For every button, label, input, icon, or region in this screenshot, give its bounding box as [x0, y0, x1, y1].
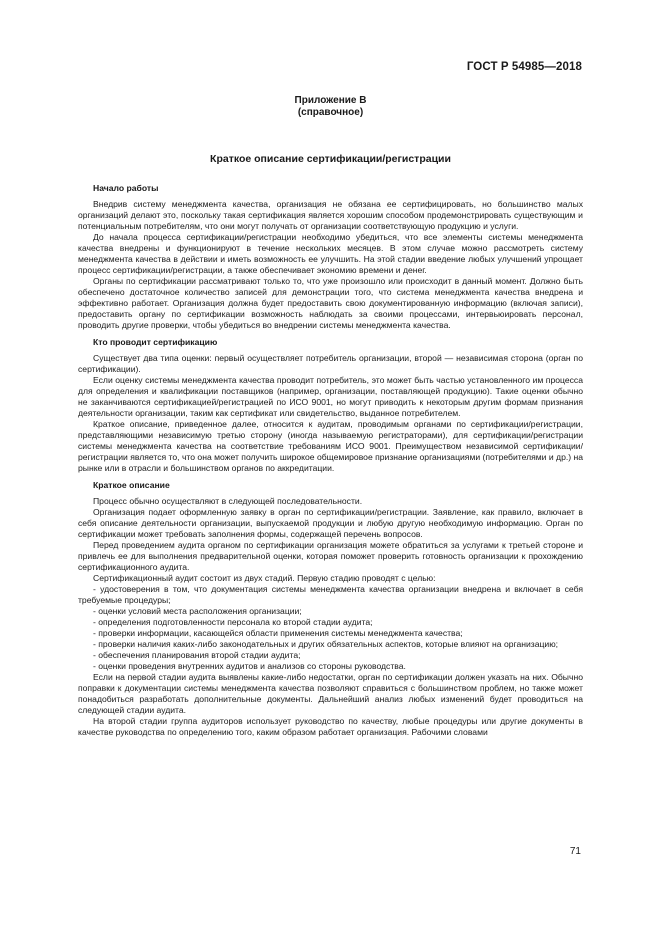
paragraph: Если оценку системы менеджмента качества проводит потребитель, это может быть частью установленного им процесса для определения и квалификации поставщиков (например, организации, поставляющей продукцию). Такие оценки обычно не заканчиваются сертификацией/регистрацией по ИСО 9001, но могут приводить к некоторым другим формам признания деятельности организации, таким как сертификат или свидетельство, выданное потребителем.: [78, 375, 583, 418]
paragraph: Органы по сертификации рассматривают только то, что уже произошло или происходит в данный момент. Должно быть обеспечено достаточное количество записей для демонстрации того, что система менеджмента качества внедрена и эффективно работает. Организация должна будет предоставить свою документированную информацию (включая записи), предоставить органу по сертификации возможность наблюдать за своими процессами, интервьюировать персонал, проводить другие проверки, чтобы убедиться во внедрении системы менеджмента качества.: [78, 276, 583, 330]
paragraph: Краткое описание, приведенное далее, относится к аудитам, проводимым органами по сертификации/регистрации, представляющими независимую третью сторону (иногда называемую регистраторами), для сертификации/регистрации системы менеджмента качества на соответствие требованиям ИСО 9001. Преимуществом независимой сертификации/регистрации является то, что она может получить широкое общемировое признание организациями (потребителями и др.) на рынке или в отрасли и большинством органов по аккредитации.: [78, 419, 584, 473]
list-item: - проверки информации, касающейся области применения системы менеджмента качества;: [93, 628, 463, 638]
list-item: - определения подготовленности персонала ко второй стадии аудита;: [93, 617, 373, 627]
document-body: [78, 183, 583, 738]
paragraph: Организация подает оформленную заявку в орган по сертификации/регистрации. Заявление, как правило, включает в себя описание деятельности организации, выпускаемой продукции и любую другую необходимую информацию. Орган по сертификации может требовать заполнения формы, содержащей перечень вопросов.: [78, 507, 583, 539]
paragraph: Внедрив систему менеджмента качества, организация не обязана ее сертифицировать, но большинство малых организаций делают это, поскольку такая сертификация является хорошим способом продемонстрировать существующим и потенциальным потребителям, что они могут получать от организации соответствующую продукцию и услуги.: [78, 199, 583, 231]
list-item: - удостоверения в том, что документация системы менеджмента качества организации внедрена и включает в себя требуемые процедуры;: [78, 584, 583, 605]
section-heading-summary: Краткое описание: [93, 480, 170, 490]
list-item: - оценки проведения внутренних аудитов и анализов со стороны руководства.: [93, 661, 406, 671]
paragraph: На второй стадии группа аудиторов использует руководство по качеству, любые процедуры или другие документы в качестве руководства по определению того, каким образом работает организация. Рабочими словами: [78, 716, 583, 737]
section-heading-start: Начало работы: [93, 183, 159, 193]
section-heading-who: Кто проводит сертификацию: [93, 337, 218, 347]
list-item: - оценки условий места расположения организации;: [93, 606, 302, 616]
paragraph: Если на первой стадии аудита выявлены какие-либо недостатки, орган по сертификации должен указать на них. Обычно поправки к документации системы менеджмента качества позволяют справиться с большинством проблем, но также может понадобиться разработать дополнительные документы. Дальнейший анализ любых изменений будет проводиться на следующей стадии аудита.: [78, 672, 583, 715]
page-number: 71: [569, 846, 581, 857]
annex-title: Приложение В: [294, 95, 367, 106]
standard-code: ГОСТ Р 54985—2018: [466, 61, 582, 73]
list-item: - проверки наличия каких-либо законодательных и других обязательных аспектов, которые влияют на организацию;: [93, 639, 559, 649]
paragraph: Перед проведением аудита органом по сертификации организация можете обратиться за услугами к третьей стороне и привлечь ее для выполнения предварительной оценки, которая поможет проверить готовность организации к прохождению сертификационного аудита.: [78, 540, 583, 572]
document-title: Краткое описание сертификации/регистрации: [210, 153, 451, 165]
paragraph: Существует два типа оценки: первый осуществляет потребитель организации, второй — независимая сторона (орган по сертификации).: [78, 353, 583, 374]
paragraph: До начала процесса сертификации/регистрации необходимо убедиться, что все элементы системы менеджмента качества внедрены и функционируют в течение нескольких месяцев. В этом случае можно рассмотреть систему менеджмента качества в действии и иметь возможность ее улучшить. На этой стадии введение любых улучшений упрощает процесс сертификации/регистрации, а также обеспечивает экономию времени и денег.: [78, 232, 583, 275]
list-item: - обеспечения планирования второй стадии аудита;: [93, 650, 301, 660]
paragraph: Процесс обычно осуществляют в следующей последовательности.: [93, 496, 363, 506]
paragraph: Сертификационный аудит состоит из двух стадий. Первую стадию проводят с целью:: [93, 573, 436, 583]
annex-subtitle: (справочное): [297, 107, 364, 118]
